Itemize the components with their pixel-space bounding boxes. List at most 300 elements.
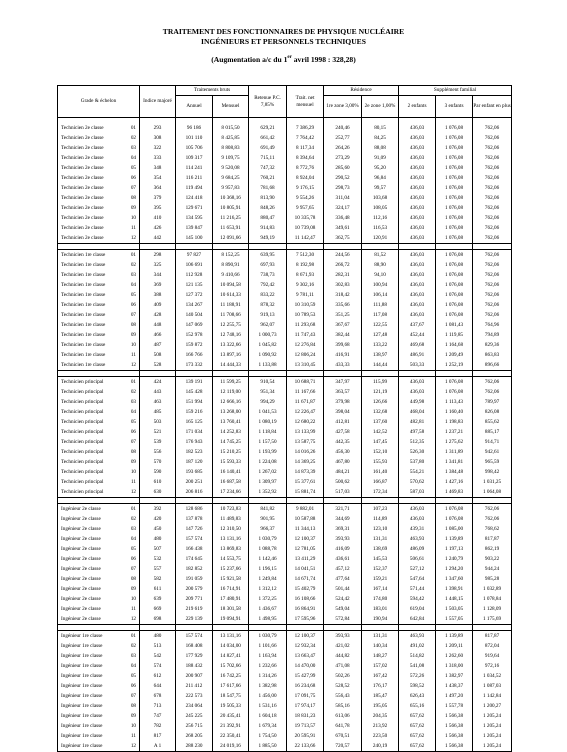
table-cell: 9 957,83 (213, 183, 249, 193)
grade-label: Technicien 2e classe (61, 225, 104, 231)
increase-note: (Augmentation a/c du 1er avril 1998 : 328,28) (211, 55, 356, 64)
table-cell: 826,08 (473, 407, 512, 417)
table-cell: 182 852 (176, 564, 213, 574)
echelon-number: 09 (130, 205, 136, 211)
table-cell: 379 (140, 193, 176, 203)
table-cell: 264,26 (324, 143, 362, 153)
table-cell: 480 (140, 534, 176, 544)
table-cell: 587,03 (399, 487, 436, 498)
table-cell: 159,21 (362, 574, 399, 584)
table-cell: 747,32 (249, 163, 287, 173)
table-cell: 1 448,15 (436, 594, 473, 604)
table-cell: 1 384,48 (436, 467, 473, 477)
table-cell: 526,30 (399, 447, 436, 457)
grade-cell (58, 387, 140, 397)
grade-cell (58, 233, 140, 244)
table-cell: 7 764,42 (287, 133, 324, 143)
table-cell: 147,45 (362, 437, 399, 447)
table-cell: 18 301,58 (213, 604, 249, 614)
table-cell: 88,08 (362, 143, 399, 153)
table-cell: 762,06 (473, 504, 512, 515)
echelon-number: 01 (130, 252, 136, 258)
table-cell: 14 745,25 (213, 437, 249, 447)
table-cell: 762,06 (473, 143, 512, 153)
table-cell: 15 881,74 (287, 487, 324, 498)
table-cell: 308 (140, 133, 176, 143)
table-cell: 486,91 (399, 350, 436, 360)
table-cell: 762,06 (473, 133, 512, 143)
echelon-number: 02 (130, 135, 136, 141)
table-cell: 762,06 (473, 300, 512, 310)
table-cell: 324,17 (324, 203, 362, 213)
table-cell: 582 (140, 574, 176, 584)
grade-cell (58, 731, 140, 741)
grade-label: Ingénieur 1re classe (61, 653, 103, 659)
table-cell: 128 686 (176, 504, 213, 515)
table-cell: 1 205,24 (473, 721, 512, 731)
echelon-number: 04 (130, 282, 136, 288)
table-cell: 354 (140, 173, 176, 183)
table-cell: 12 226,47 (287, 407, 324, 417)
echelon-number: 10 (130, 723, 136, 729)
table-cell: 885,17 (473, 427, 512, 437)
grade-cell (58, 701, 140, 711)
table-cell: 1 101,66 (249, 641, 287, 651)
table-cell: 1 341,81 (436, 457, 473, 467)
table-cell: 1 275,62 (436, 437, 473, 447)
table-cell: 124 418 (176, 193, 213, 203)
grade-label: Technicien 1re classe (61, 312, 106, 318)
table-cell: 1 076,08 (436, 233, 473, 244)
table-row (58, 223, 512, 233)
table-row (58, 133, 512, 143)
table-cell: 144,44 (362, 360, 399, 371)
table-cell: 10 587,88 (287, 514, 324, 524)
table-cell: 1 566,38 (436, 731, 473, 741)
table-cell: 985,28 (473, 574, 512, 584)
table-cell: 919,64 (473, 651, 512, 661)
echelon-number: 11 (131, 733, 136, 739)
table-cell: 282,31 (324, 270, 362, 280)
table-cell: 168 408 (176, 641, 213, 651)
table-cell: 398,04 (324, 407, 362, 417)
table-cell: 395 (140, 203, 176, 213)
table-row (58, 731, 512, 741)
echelon-number: 12 (130, 743, 136, 749)
table-cell: 762,06 (473, 153, 512, 163)
table-row (58, 467, 512, 477)
table-cell: 944,24 (473, 564, 512, 574)
table-cell: 20 435,41 (213, 711, 249, 721)
table-cell: 1 198,83 (436, 417, 473, 427)
grade-label: Ingénieur 2e classe (61, 606, 101, 612)
table-cell: 129 671 (176, 203, 213, 213)
table-cell: 140 504 (176, 310, 213, 320)
echelon-number: 01 (130, 125, 136, 131)
echelon-number: 03 (130, 399, 136, 405)
table-cell: 223,50 (362, 731, 399, 741)
table-row (58, 741, 512, 752)
table-row (58, 360, 512, 371)
table-cell: 8 772,76 (287, 163, 324, 173)
table-row (58, 504, 512, 515)
table-cell: 1 382,97 (436, 671, 473, 681)
table-cell: 715,11 (249, 153, 287, 163)
table-cell: 285,60 (324, 163, 362, 173)
table-cell: 88,90 (362, 260, 399, 270)
grade-label: Technicien principal (61, 389, 104, 395)
col-zone2: 2e zone 1,00% (362, 96, 399, 118)
table-cell: 145,53 (362, 554, 399, 564)
table-cell: 8 808,83 (213, 143, 249, 153)
echelon-number: 07 (130, 185, 136, 191)
table-cell: 191 059 (176, 574, 213, 584)
table-cell: 9 554,26 (287, 193, 324, 203)
table-cell: 872,04 (473, 641, 512, 651)
table-cell: 94,10 (362, 270, 399, 280)
grade-label: Technicien 2e classe (61, 235, 104, 241)
table-cell: 138,97 (362, 350, 399, 360)
table-cell: 325 (140, 260, 176, 270)
table-cell: 503 (140, 417, 176, 427)
table-cell: 642,84 (399, 614, 436, 625)
table-cell: 103,68 (362, 193, 399, 203)
grade-label: Technicien 2e classe (61, 205, 104, 211)
table-cell: 80,15 (362, 123, 399, 133)
table-cell: 480 (140, 631, 176, 642)
table-cell: 17 595,96 (287, 614, 324, 625)
table-cell: 1 076,08 (436, 193, 473, 203)
table-cell: 174,80 (362, 594, 399, 604)
table-cell: 1 566,38 (436, 741, 473, 752)
table-cell: 1 503,05 (436, 604, 473, 614)
table-cell: 10 723,83 (213, 504, 249, 515)
table-row (58, 280, 512, 290)
table-cell: 11 671,87 (287, 397, 324, 407)
table-cell: 436,03 (399, 260, 436, 270)
table-cell: 919,13 (249, 310, 287, 320)
grade-cell (58, 290, 140, 300)
table-cell: 18 547,75 (213, 691, 249, 701)
table-cell: 657,62 (399, 731, 436, 741)
table-cell: 896,66 (473, 360, 512, 371)
grade-label: Ingénieur 2e classe (61, 526, 101, 532)
table-cell: 15 377,61 (287, 477, 324, 487)
table-cell: 209 771 (176, 594, 213, 604)
grade-label: Technicien 2e classe (61, 185, 104, 191)
table-cell: 13 322,66 (213, 340, 249, 350)
col-2-enfants: 2 enfants (399, 96, 436, 118)
grade-label: Ingénieur 1re classe (61, 643, 103, 649)
table-cell: 166 766 (176, 350, 213, 360)
table-cell: 11 344,13 (287, 524, 324, 534)
table-cell: 112 928 (176, 270, 213, 280)
table-cell: 416,91 (324, 350, 362, 360)
table-cell: 12 680,22 (287, 417, 324, 427)
echelon-number: 03 (130, 145, 136, 151)
table-cell: 204,35 (362, 711, 399, 721)
table-cell: 629,21 (249, 123, 287, 133)
table-cell: 177 929 (176, 651, 213, 661)
table-cell: 570 (140, 457, 176, 467)
table-cell: 157 574 (176, 534, 213, 544)
table-cell: 206 816 (176, 487, 213, 498)
table-cell: 1 076,08 (436, 213, 473, 223)
table-row (58, 641, 512, 651)
grade-cell (58, 260, 140, 270)
table-cell: 1 469,83 (436, 487, 473, 498)
table-cell: 8 015,50 (213, 123, 249, 133)
table-cell: 222 573 (176, 691, 213, 701)
echelon-number: 10 (130, 215, 136, 221)
table-cell: 333 (140, 153, 176, 163)
table-cell: 13 587,75 (287, 437, 324, 447)
table-cell: 436,03 (399, 213, 436, 223)
table-cell: 436,61 (324, 554, 362, 564)
table-cell: 436,03 (399, 203, 436, 213)
grade-label: Technicien 1re classe (61, 302, 106, 308)
echelon-number: 09 (130, 713, 136, 719)
table-cell: 362,75 (324, 233, 362, 244)
col-retenue: Retenue P.C. 7,85% (249, 86, 287, 118)
table-cell: 172,34 (362, 487, 399, 498)
table-row (58, 340, 512, 350)
table-cell: 106,14 (362, 290, 399, 300)
grade-cell (58, 213, 140, 223)
table-cell: 1 249,84 (249, 574, 287, 584)
table-cell: 972,16 (473, 661, 512, 671)
table-cell: 11 142,47 (287, 233, 324, 244)
grade-label: Ingénieur 2e classe (61, 556, 101, 562)
echelon-number: 08 (130, 195, 136, 201)
table-cell: 463,93 (399, 631, 436, 642)
grade-label: Ingénieur 1re classe (61, 663, 103, 669)
table-cell: 157,02 (362, 661, 399, 671)
table-cell: 182 523 (176, 447, 213, 457)
table-cell: 1 087,03 (473, 681, 512, 691)
table-cell: 762,06 (473, 290, 512, 300)
table-cell: 15 237,66 (213, 564, 249, 574)
echelon-number: 11 (131, 479, 136, 485)
table-cell: 12 276,84 (287, 340, 324, 350)
grade-cell (58, 584, 140, 594)
table-cell: 8 671,93 (287, 270, 324, 280)
table-cell: 610 (140, 477, 176, 487)
table-cell: 539 (140, 437, 176, 447)
table-cell: 1 237,21 (436, 427, 473, 437)
table-cell: 1 160,40 (436, 407, 473, 417)
table-cell: 598,52 (399, 681, 436, 691)
table-cell: 541,08 (399, 661, 436, 671)
table-cell: 13 411,29 (287, 554, 324, 564)
table-cell: 762,06 (473, 377, 512, 388)
table-cell: 1 193,99 (249, 447, 287, 457)
table-cell: 240,19 (362, 741, 399, 752)
echelon-number: 08 (130, 322, 136, 328)
table-cell: 335,66 (324, 300, 362, 310)
table-cell: 97 827 (176, 250, 213, 261)
table-row (58, 671, 512, 681)
table-cell: 762,06 (473, 387, 512, 397)
grade-cell (58, 631, 140, 642)
table-cell: 1 076,08 (436, 387, 473, 397)
table-cell: 1 175,69 (473, 614, 512, 625)
grade-label: Technicien 2e classe (61, 175, 104, 181)
grade-cell (58, 193, 140, 203)
table-cell: 1 754,50 (249, 731, 287, 741)
table-cell: 528,52 (324, 681, 362, 691)
table-cell: A 1 (140, 741, 176, 752)
table-cell: 452,44 (399, 330, 436, 340)
table-cell: 19 094,91 (213, 614, 249, 625)
table-row (58, 447, 512, 457)
table-cell: 612 (140, 671, 176, 681)
grade-cell (58, 554, 140, 564)
table-cell: 14 034,00 (213, 641, 249, 651)
table-cell: 12 100,37 (287, 534, 324, 544)
table-cell: 762,06 (473, 233, 512, 244)
table-row (58, 524, 512, 534)
grade-label: Technicien 1re classe (61, 362, 106, 368)
table-cell: 1 347,60 (436, 574, 473, 584)
table-cell: 9 882,01 (287, 504, 324, 515)
grade-label: Technicien 2e classe (61, 135, 104, 141)
table-cell: 1 566,38 (436, 721, 473, 731)
echelon-number: 12 (130, 489, 136, 495)
table-cell: 19 505,33 (213, 701, 249, 711)
echelon-number: 08 (130, 703, 136, 709)
table-cell: 1 139,89 (436, 631, 473, 642)
table-cell: 91,09 (362, 153, 399, 163)
table-cell: 190,94 (362, 614, 399, 625)
table-cell: 245 225 (176, 711, 213, 721)
table-row (58, 437, 512, 447)
grade-cell (58, 280, 140, 290)
table-cell: 1 064,08 (473, 487, 512, 498)
table-cell: 1 000,73 (249, 330, 287, 340)
table-cell: 187 120 (176, 457, 213, 467)
table-cell: 477,64 (324, 574, 362, 584)
table-cell: 630 (140, 487, 176, 498)
grade-cell (58, 437, 140, 447)
table-cell: 507 (140, 544, 176, 554)
grade-label: Technicien 1re classe (61, 342, 106, 348)
table-cell: 159 872 (176, 340, 213, 350)
table-row (58, 564, 512, 574)
table-cell: 1 164,68 (436, 340, 473, 350)
table-cell: 15 402,79 (287, 584, 324, 594)
table-cell: 502,26 (324, 671, 362, 681)
echelon-number: 04 (130, 409, 136, 415)
table-cell: 914,71 (473, 437, 512, 447)
grade-cell (58, 123, 140, 133)
table-cell: 427,58 (324, 427, 362, 437)
table-cell: 1 352,92 (249, 487, 287, 498)
echelon-number: 06 (130, 429, 136, 435)
table-cell: 114 241 (176, 163, 213, 173)
table-row (58, 534, 512, 544)
table-cell: 914,83 (249, 223, 287, 233)
table-cell: 421,02 (324, 641, 362, 651)
table-row (58, 270, 512, 280)
table-cell: 1 427,16 (436, 477, 473, 487)
table-cell: 817,87 (473, 534, 512, 544)
table-cell: 626,43 (399, 691, 436, 701)
grade-label: Technicien 1re classe (61, 252, 106, 258)
table-cell: 382,44 (324, 330, 362, 340)
table-cell: 10 335,78 (287, 213, 324, 223)
table-cell: 1 076,08 (436, 183, 473, 193)
table-cell: 762,06 (473, 123, 512, 133)
table-cell: 486,09 (399, 544, 436, 554)
table-cell: 829,36 (473, 340, 512, 350)
table-cell: 457,12 (324, 564, 362, 574)
grade-label: Ingénieur 2e classe (61, 546, 101, 552)
grade-label: Ingénieur 1re classe (61, 723, 103, 729)
table-cell: 10 739,08 (287, 223, 324, 233)
grade-cell (58, 397, 140, 407)
table-cell: 11 489,83 (213, 514, 249, 524)
table-cell: 219 619 (176, 604, 213, 614)
table-cell: 1 076,08 (436, 504, 473, 515)
echelon-number: 06 (130, 556, 136, 562)
table-cell: 336,48 (324, 213, 362, 223)
echelon-number: 05 (130, 292, 136, 298)
table-cell: 436,03 (399, 514, 436, 524)
table-cell: 142,52 (362, 427, 399, 437)
table-cell: 11 747,43 (287, 330, 324, 340)
table-cell: 13 131,16 (213, 631, 249, 642)
table-cell: 11 216,25 (213, 213, 249, 223)
echelon-number: 03 (130, 653, 136, 659)
table-cell: 469,68 (399, 340, 436, 350)
table-cell: 1 205,24 (473, 711, 512, 721)
table-cell: 1 076,08 (436, 143, 473, 153)
table-cell: 133,22 (362, 340, 399, 350)
table-cell: 151 994 (176, 397, 213, 407)
echelon-number: 01 (130, 633, 136, 639)
table-cell: 436,03 (399, 133, 436, 143)
table-cell: 13 268,00 (213, 407, 249, 417)
echelon-number: 02 (130, 262, 136, 268)
table-cell: 1 209,11 (436, 641, 473, 651)
table-cell: 15 210,25 (213, 447, 249, 457)
table-row (58, 397, 512, 407)
table-cell: 436,03 (399, 387, 436, 397)
table-cell: 762,06 (473, 270, 512, 280)
table-row (58, 320, 512, 330)
table-cell: 367,67 (324, 320, 362, 330)
table-cell: 344 (140, 270, 176, 280)
table-cell: 436,03 (399, 250, 436, 261)
table-cell: 9 410,66 (213, 270, 249, 280)
table-cell: 1 142,84 (473, 691, 512, 701)
table-cell: 176,17 (362, 681, 399, 691)
grade-label: Technicien 1re classe (61, 292, 106, 298)
table-cell: 1 240,79 (436, 554, 473, 564)
table-cell: 8 117,34 (287, 143, 324, 153)
table-cell: 670,51 (324, 731, 362, 741)
table-cell: 789,97 (473, 397, 512, 407)
table-cell: 910,54 (249, 377, 287, 388)
table-cell: 159 216 (176, 407, 213, 417)
table-cell: 240,46 (324, 123, 362, 133)
table-row (58, 330, 512, 340)
table-cell: 537,80 (399, 457, 436, 467)
table-cell: 16 714,91 (213, 584, 249, 594)
table-cell: 167,42 (362, 671, 399, 681)
grade-cell (58, 594, 140, 604)
